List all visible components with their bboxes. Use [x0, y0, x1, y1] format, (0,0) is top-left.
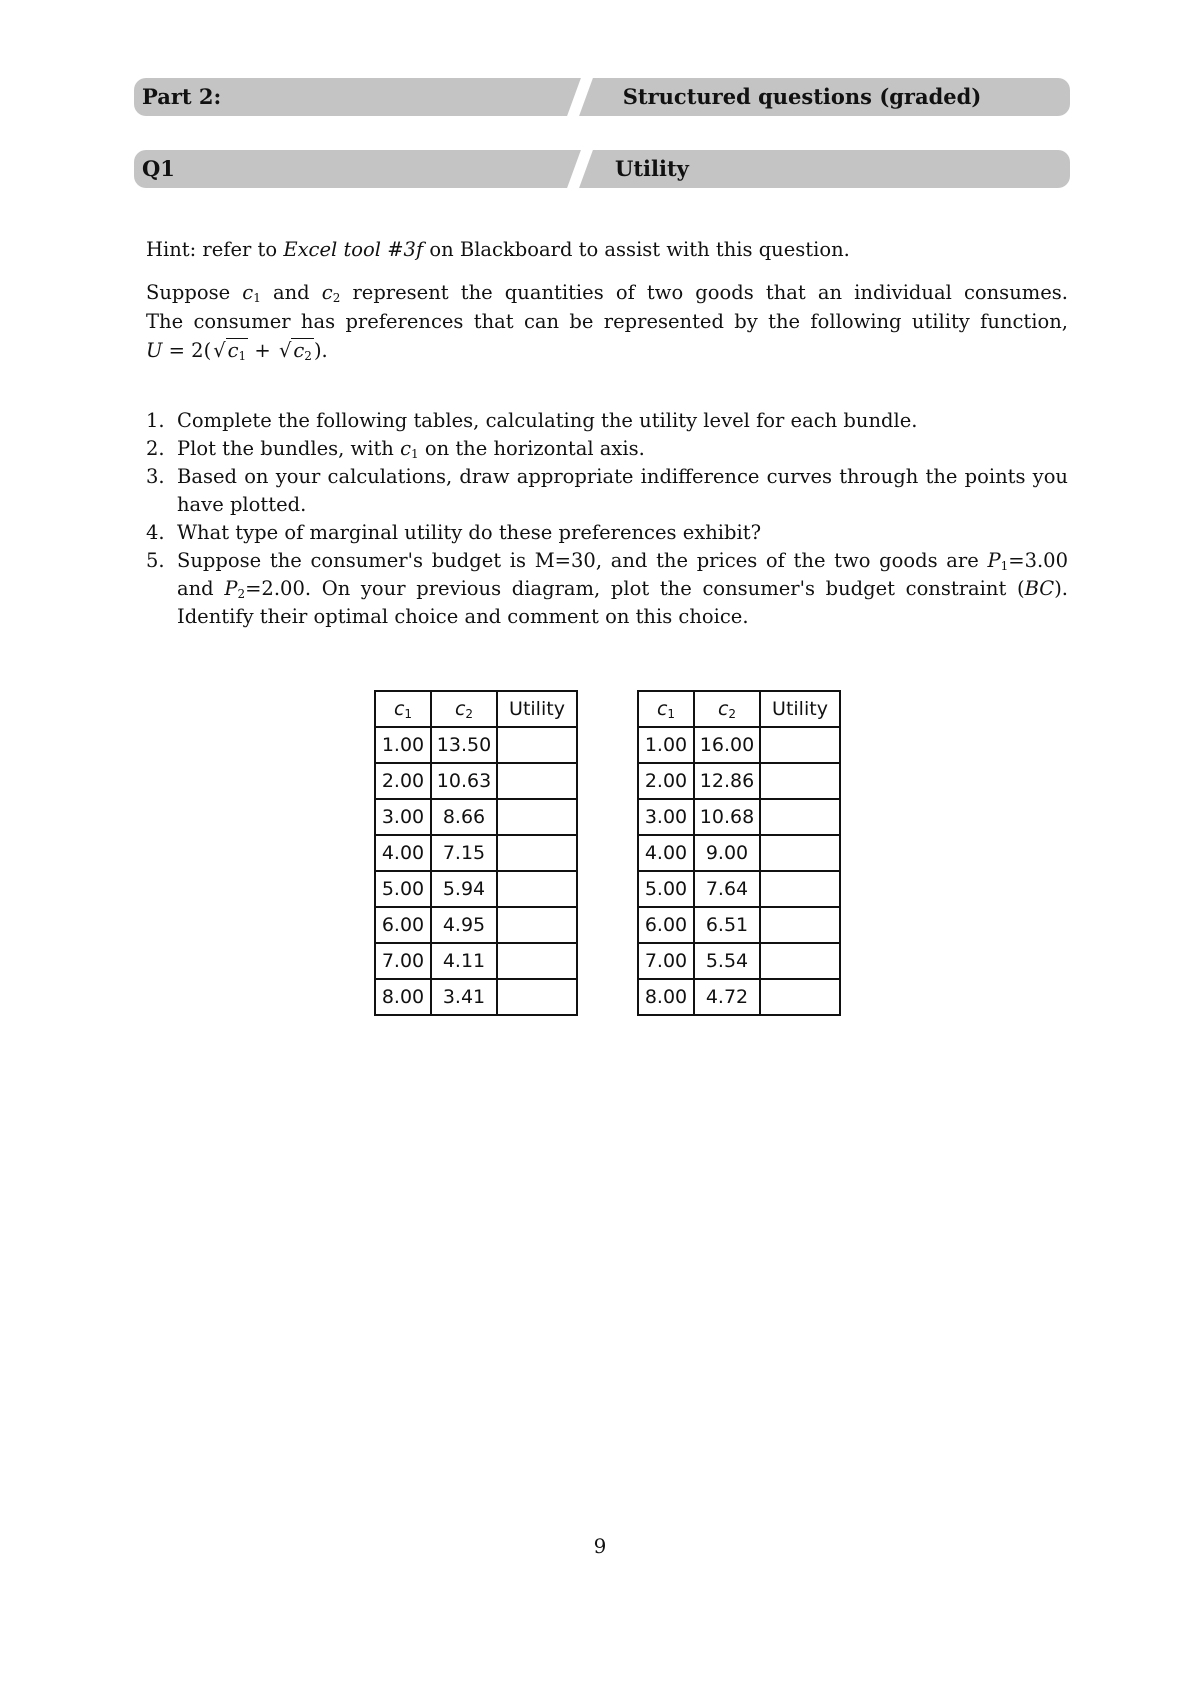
cell-c2: 7.15	[431, 835, 497, 871]
cell-c1: 5.00	[375, 871, 431, 907]
table-header-row	[638, 691, 840, 727]
table-row	[638, 871, 840, 907]
bundle-table-1	[374, 690, 578, 1016]
part-title: Structured questions (graded)	[622, 84, 982, 109]
task-number: 1.	[146, 409, 165, 432]
cell-c1: 8.00	[638, 979, 694, 1015]
cell-c1: 6.00	[638, 907, 694, 943]
task-item-4	[146, 519, 1068, 547]
task-list	[146, 407, 1068, 631]
cell-c2: 3.41	[431, 979, 497, 1015]
cell-utility[interactable]	[497, 727, 577, 763]
question-title: Utility	[615, 156, 689, 181]
intro-line-2: The consumer has preferences that can be represented by the following utility function,	[146, 310, 1068, 333]
cell-c2: 5.94	[431, 871, 497, 907]
column-header-c1: $c_1$	[375, 691, 431, 727]
cell-c1: 3.00	[375, 799, 431, 835]
cell-c1: 1.00	[638, 727, 694, 763]
intro-paragraph	[146, 278, 1068, 365]
column-header-c2: $c_2$	[431, 691, 497, 727]
table-row	[638, 907, 840, 943]
cell-utility[interactable]	[760, 835, 840, 871]
cell-c1: 7.00	[375, 943, 431, 979]
part-label: Part 2:	[142, 84, 222, 109]
task-number: 2.	[146, 437, 165, 460]
cell-c2: 9.00	[694, 835, 760, 871]
hint-text: Hint: refer to Excel tool #3f on Blackboard to assist with this question.	[146, 238, 850, 261]
table-row	[375, 943, 577, 979]
cell-c1: 7.00	[638, 943, 694, 979]
table-row	[375, 871, 577, 907]
cell-utility[interactable]	[497, 835, 577, 871]
cell-utility[interactable]	[497, 943, 577, 979]
cell-c2: 4.72	[694, 979, 760, 1015]
cell-c2: 8.66	[431, 799, 497, 835]
bundle-table-2	[637, 690, 841, 1016]
table-row	[375, 979, 577, 1015]
cell-utility[interactable]	[497, 763, 577, 799]
table-row	[375, 907, 577, 943]
table-row	[638, 727, 840, 763]
cell-utility[interactable]	[760, 943, 840, 979]
cell-c1: 6.00	[375, 907, 431, 943]
cell-c1: 3.00	[638, 799, 694, 835]
table-row	[375, 799, 577, 835]
cell-c1: 5.00	[638, 871, 694, 907]
task-text: Based on your calculations, draw appropriate indifference curves through the points you have plotted.	[177, 465, 1068, 516]
header-divider	[566, 148, 593, 190]
cell-utility[interactable]	[497, 871, 577, 907]
task-item-2	[146, 435, 1068, 463]
page-number: 9	[593, 1534, 607, 1558]
table-row	[638, 835, 840, 871]
cell-utility[interactable]	[760, 799, 840, 835]
table-row	[638, 799, 840, 835]
column-header-utility: Utility	[760, 691, 840, 727]
column-header-utility: Utility	[497, 691, 577, 727]
cell-utility[interactable]	[760, 763, 840, 799]
cell-c2: 13.50	[431, 727, 497, 763]
cell-c1: 1.00	[375, 727, 431, 763]
table-row	[375, 835, 577, 871]
cell-c2: 7.64	[694, 871, 760, 907]
table-row	[638, 943, 840, 979]
excel-tool-reference: Excel tool #3f	[283, 238, 424, 261]
cell-utility[interactable]	[497, 799, 577, 835]
column-header-c1: $c_1$	[638, 691, 694, 727]
cell-c1: 2.00	[375, 763, 431, 799]
cell-c2: 12.86	[694, 763, 760, 799]
table-row	[375, 727, 577, 763]
utility-function: U = 2( √ $c_1$ + √ $c_2$ ).	[146, 339, 328, 363]
cell-c2: 10.68	[694, 799, 760, 835]
cell-utility[interactable]	[760, 907, 840, 943]
cell-utility[interactable]	[760, 727, 840, 763]
task-item-3	[146, 463, 1068, 519]
task-number: 3.	[146, 465, 165, 488]
task-text: Suppose the consumer's budget is M=30, and the prices of the two goods are $P_1=3.00$ and $P_2=2.00$. On your previous diagram, plot the consumer's budget constraint (BC). Identify their optimal choice and comment on this choice.	[177, 549, 1068, 628]
cell-c1: 4.00	[638, 835, 694, 871]
task-item-5	[146, 547, 1068, 631]
cell-c2: 6.51	[694, 907, 760, 943]
cell-c2: 4.95	[431, 907, 497, 943]
task-number: 5.	[146, 549, 165, 572]
cell-c2: 16.00	[694, 727, 760, 763]
part-header	[134, 78, 1070, 116]
task-text: Plot the bundles, with $c_1$ on the horizontal axis.	[177, 437, 645, 461]
cell-c1: 4.00	[375, 835, 431, 871]
cell-c2: 4.11	[431, 943, 497, 979]
cell-c2: 10.63	[431, 763, 497, 799]
cell-c1: 8.00	[375, 979, 431, 1015]
table-row	[375, 763, 577, 799]
cell-c1: 2.00	[638, 763, 694, 799]
table-row	[638, 763, 840, 799]
table-header-row	[375, 691, 577, 727]
cell-c2: 5.54	[694, 943, 760, 979]
task-text: What type of marginal utility do these preferences exhibit?	[177, 521, 762, 544]
cell-utility[interactable]	[760, 871, 840, 907]
task-item-1	[146, 407, 1068, 435]
question-label: Q1	[142, 156, 175, 181]
task-number: 4.	[146, 521, 165, 544]
cell-utility[interactable]	[760, 979, 840, 1015]
intro-line-1: Suppose $c_1$ and $c_2$ represent the quantities of two goods that an individual consumes.	[146, 281, 1068, 305]
question-header	[134, 150, 1070, 188]
cell-utility[interactable]	[497, 979, 577, 1015]
table-row	[638, 979, 840, 1015]
column-header-c2: $c_2$	[694, 691, 760, 727]
task-text: Complete the following tables, calculating the utility level for each bundle.	[177, 409, 918, 432]
cell-utility[interactable]	[497, 907, 577, 943]
